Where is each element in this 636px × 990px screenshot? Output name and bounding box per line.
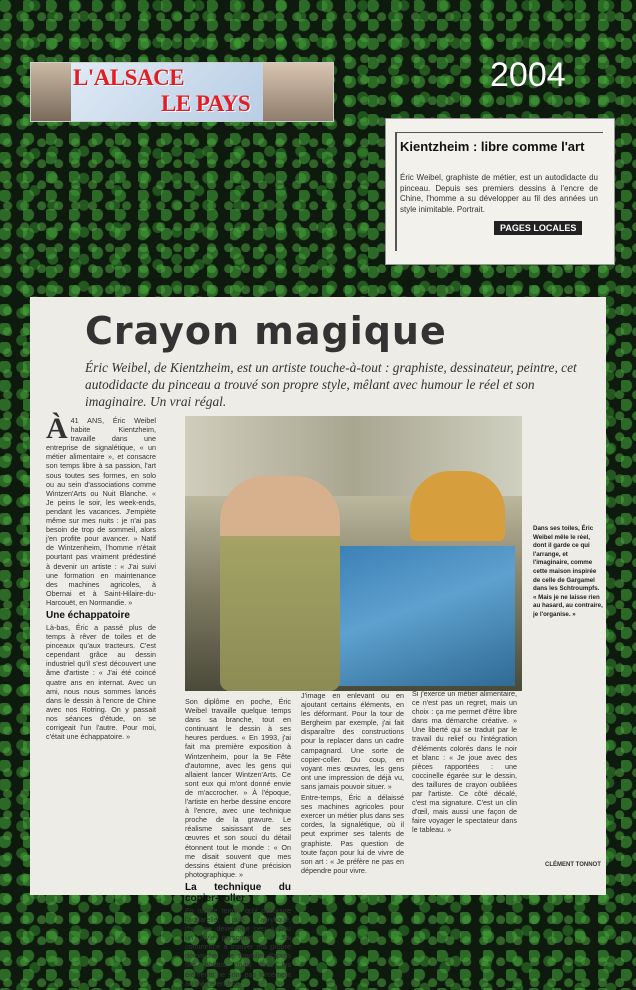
drop-cap: À	[46, 412, 68, 445]
article-column-4	[412, 689, 517, 837]
teaser-section-tag: PAGES LOCALES	[494, 221, 582, 235]
year-label: 2004	[490, 56, 566, 94]
subheading-escape: Une échappatoire	[46, 609, 130, 621]
logo-photo-right	[263, 63, 333, 121]
article-clipping	[30, 297, 606, 988]
logo-title-line2: LE PAYS	[161, 91, 251, 116]
paragraph: Là-bas, Éric a passé plus de temps à rêver de toiles et de pinceaux qu'aux tracteurs. C'est cependant grâce au dessin industriel qu'il s'est découvert une âme d'artiste : « J'ai été coincé quatre ans en internat. Avec un ami, nous nous sommes lancés dans le dessin à l'encre de Chine avec nos Rotring. On y passait nos séances d'étude, on se corrigeait l'un l'autre. Pour moi, c'était une échappatoire. »	[46, 622, 156, 742]
teaser-title: Kientzheim : libre comme l'art	[400, 139, 585, 154]
article-column-2	[185, 697, 291, 990]
artist-photo	[185, 416, 522, 691]
newspaper-logo	[30, 62, 334, 122]
paragraph: Son diplôme en poche, Éric Weibel travaille quelque temps dans sa branche, tout en continuant le dessin à ses heures perdues. « En 1993, j'ai fait ma première exposition à Wintzenheim, pour la 9e Fête d'automne, avec les gens qui allaient lancer Wintzen'Arts. Ce sont eux qui m'ont donné envie de m'accrocher. » À l'époque, l'artiste en herbe dessine encore à l'encre, avec une technique proche de la gravure. Le réalisme saisissant de ses œuvres et son souci du détail étonnent tout le monde : « On me disait souvent que mes dessins étaient d'une précision photographique. »	[185, 697, 291, 879]
author-signature: CLÉMENT TONNOT	[545, 862, 601, 868]
paragraph: Entre-temps, Éric a délaissé ses machines agricoles pour exercer un métier plus dans ses cordes, la signalétique, où il peut exprimer ses talents de graphiste. Pas question de toute façon pour lui de vivre de son art : « Je préfère ne pas en dépendre pour vivre.	[301, 793, 404, 875]
paragraph: Si j'exerce un métier alimentaire, ce n'est pas un regret, mais un choix : ça me permet d'être libre dans ma démarche créative. » Une liberté qui se traduit par le travail du relief ou l'intégration d'éléments colorés dans le noir et blanc : « Je joue avec des pièces rapportées : une coccinelle égarée sur le dessin, des taillures de crayon oubliées par l'artiste. Ce côté décalé, c'est ma signature. C'est un clin d'œil, mais aussi une façon de faire voyager le spectateur dans le tableau. »	[412, 689, 517, 835]
intro-paragraph	[46, 412, 156, 607]
paragraph: J'image en enlevant ou en ajoutant certains éléments, en les déformant. Pour la tour de Bergheim par exemple, j'ai fait disparaître des constructions pour la replacer dans un cadre campagnard. Une sorte de copier-coller. Du coup, en voyant mes œuvres, les gens ont une impression de déjà vu, sans jamais pouvoir situer. »	[301, 691, 404, 791]
article-headline: Crayon magique	[85, 309, 447, 353]
article-standfirst: Éric Weibel, de Kientzheim, est un artiste touche-à-tout : graphiste, dessinateur, peintre, cet autodidacte du pinceau a trouvé son propre style, mêlant avec humour le réel et son imaginaire. Un vrai régal.	[85, 360, 577, 409]
logo-title-line1: L'ALSACE	[73, 65, 185, 90]
paragraph: En même temps qu'il découvre l'aquarelle, puis l'acrylique, l'homme développe peu à peu un style personnel : « J'ai commencé à trouver ma propre démarche : je travaille d'après des photos, mais tous les éléments ne sont pas forcément au même endroit.	[185, 905, 291, 988]
article-column-1	[46, 412, 156, 743]
teaser-text: Éric Weibel, graphiste de métier, est un autodidacte du pinceau. Depuis ses premiers dessins à l'encre de Chine, l'homme a su développer au fil des années un style inimitable. Portrait.	[400, 173, 598, 214]
photo-artist-figure	[220, 476, 340, 691]
intro-text: 41 ANS, Éric Weibel habite Kientzheim, travaille dans une entreprise de signalétique, « un métier alimentaire », et consacre son temps libre à sa passion, l'art sous toutes ses formes, en solo ou au sein d'associations comme Wintzen'Arts ou Nuit Blanche. « Je peins le soir, les week-ends, pendant les vacances. J'empiète même sur mes nuits : je n'ai pas besoin de trop de sommeil, alors j'en profite pour avancer. » Natif de Wintzenheim, l'homme n'était pourtant pas vraiment prédestiné à devenir un artiste : « J'ai suivi une formation en maintenance des machines agricoles, à Obernai et à Saint-Hilaire-du-Harcouët, en Normandie. »	[46, 416, 156, 607]
front-page-teaser	[385, 118, 615, 265]
photo-caption: Dans ses toiles, Éric Weibel mêle le réel, dont il garde ce qui l'arrange, et l'imaginaire, comme cette maison inspirée de celle de Gargamel dans les Schtroumpfs. « Mais je ne laisse rien au hasard, au contraire, je l'organise. »	[533, 525, 603, 618]
subheading-copy-paste: La technique du copier-coller	[185, 881, 291, 904]
photo-canvas	[325, 546, 515, 686]
photo-painting-shape	[410, 471, 505, 541]
logo-photo-left	[31, 63, 71, 121]
article-column-3	[301, 691, 404, 877]
